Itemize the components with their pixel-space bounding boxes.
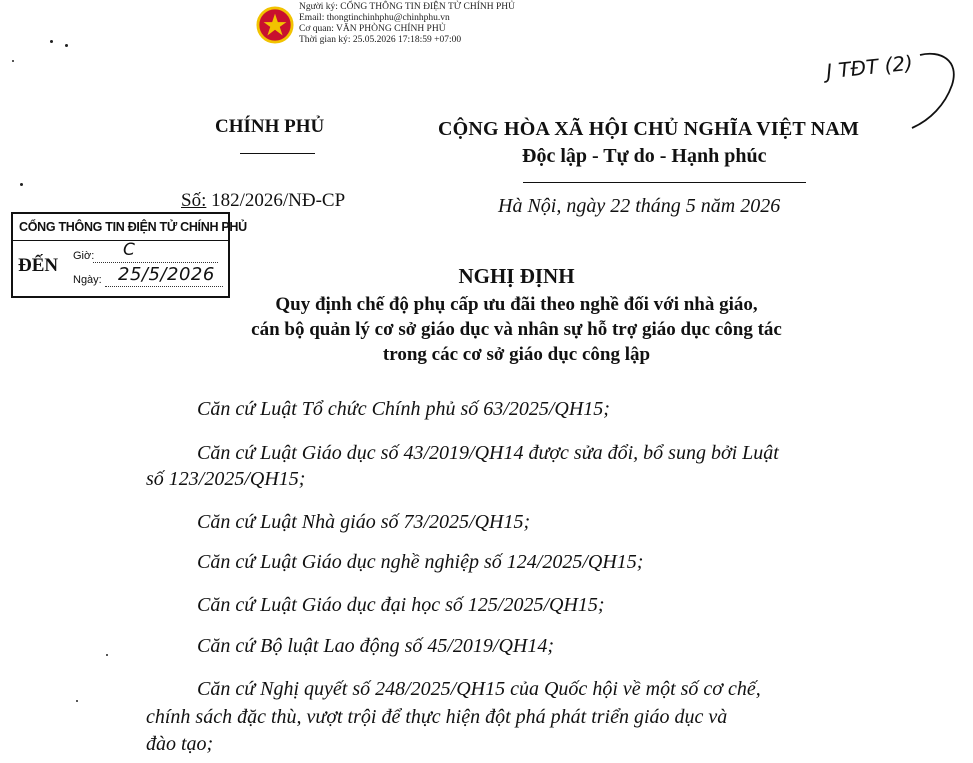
signature-time: Thời gian ký: 25.05.2026 17:18:59 +07:00	[299, 35, 462, 45]
document-subtitle-line-3: trong các cơ sở giáo dục công lập	[382, 344, 651, 365]
legal-basis-2-line-1: Căn cứ Luật Giáo dục số 43/2019/QH14 được sửa đổi, bổ sung bởi Luật	[197, 442, 779, 464]
scan-speck	[76, 700, 78, 702]
document-number	[181, 190, 345, 212]
legal-basis-2-line-2: số 123/2025/QH15;	[146, 468, 306, 490]
stamp-received-label: ĐẾN	[18, 255, 59, 276]
scan-speck	[65, 44, 68, 47]
legal-basis-4: Căn cứ Luật Giáo dục nghề nghiệp số 124/2025/QH15;	[197, 551, 644, 573]
motto-underline	[523, 182, 806, 183]
stamp-title: CỔNG THÔNG TIN ĐIỆN TỬ CHÍNH PHỦ	[19, 220, 247, 234]
signature-email: Email: thongtinchinhphu@chinhphu.vn	[299, 13, 450, 23]
place-date: Hà Nội, ngày 22 tháng 5 năm 2026	[498, 195, 781, 217]
republic-name: CỘNG HÒA XÃ HỘI CHỦ NGHĨA VIỆT NAM	[438, 118, 860, 140]
legal-basis-3: Căn cứ Luật Nhà giáo số 73/2025/QH15;	[197, 511, 531, 533]
document-number-value: 182/2026/NĐ-CP	[211, 190, 346, 211]
stamp-date-value: 25/5/2026	[118, 264, 215, 285]
issuer-underline	[240, 153, 315, 154]
digital-signature-block	[256, 2, 596, 54]
document-number-label: Số:	[181, 190, 207, 211]
stamp-hour-dots	[93, 262, 218, 263]
scan-speck	[106, 654, 108, 656]
stamp-divider	[13, 240, 228, 241]
issuer-name: CHÍNH PHỦ	[215, 116, 325, 137]
national-emblem-icon	[256, 6, 294, 44]
scan-speck	[50, 40, 53, 43]
scan-speck	[20, 183, 23, 186]
document-type: NGHỊ ĐỊNH	[458, 264, 575, 288]
handwritten-stroke-icon	[820, 40, 970, 130]
signature-signer: Người ký: CỔNG THÔNG TIN ĐIỆN TỬ CHÍNH PHỦ	[299, 2, 515, 12]
legal-basis-1: Căn cứ Luật Tổ chức Chính phủ số 63/2025/QH15;	[197, 398, 610, 420]
handwritten-note: J TĐT (2)	[824, 50, 914, 84]
stamp-hour-value: C	[123, 240, 135, 260]
stamp-date-label: Ngày:	[73, 274, 102, 286]
legal-basis-6: Căn cứ Bộ luật Lao động số 45/2019/QH14;	[197, 635, 555, 657]
legal-basis-7-line-2: chính sách đặc thù, vượt trội để thực hiện đột phá phát triển giáo dục và	[146, 706, 728, 728]
scan-speck	[12, 60, 14, 62]
legal-basis-7-line-1: Căn cứ Nghị quyết số 248/2025/QH15 của Quốc hội về một số cơ chế,	[197, 678, 761, 700]
legal-basis-7-line-3: đào tạo;	[146, 733, 214, 755]
signature-agency: Cơ quan: VĂN PHÒNG CHÍNH PHỦ	[299, 24, 446, 34]
legal-basis-5: Căn cứ Luật Giáo dục đại học số 125/2025/QH15;	[197, 594, 605, 616]
stamp-hour-label: Giờ:	[73, 250, 95, 262]
national-motto: Độc lập - Tự do - Hạnh phúc	[522, 145, 767, 167]
document-subtitle-line-1: Quy định chế độ phụ cấp ưu đãi theo nghề đối với nhà giáo,	[275, 294, 758, 315]
document-subtitle-line-2: cán bộ quản lý cơ sở giáo dục và nhân sự hỗ trợ giáo dục công tác	[251, 319, 782, 340]
